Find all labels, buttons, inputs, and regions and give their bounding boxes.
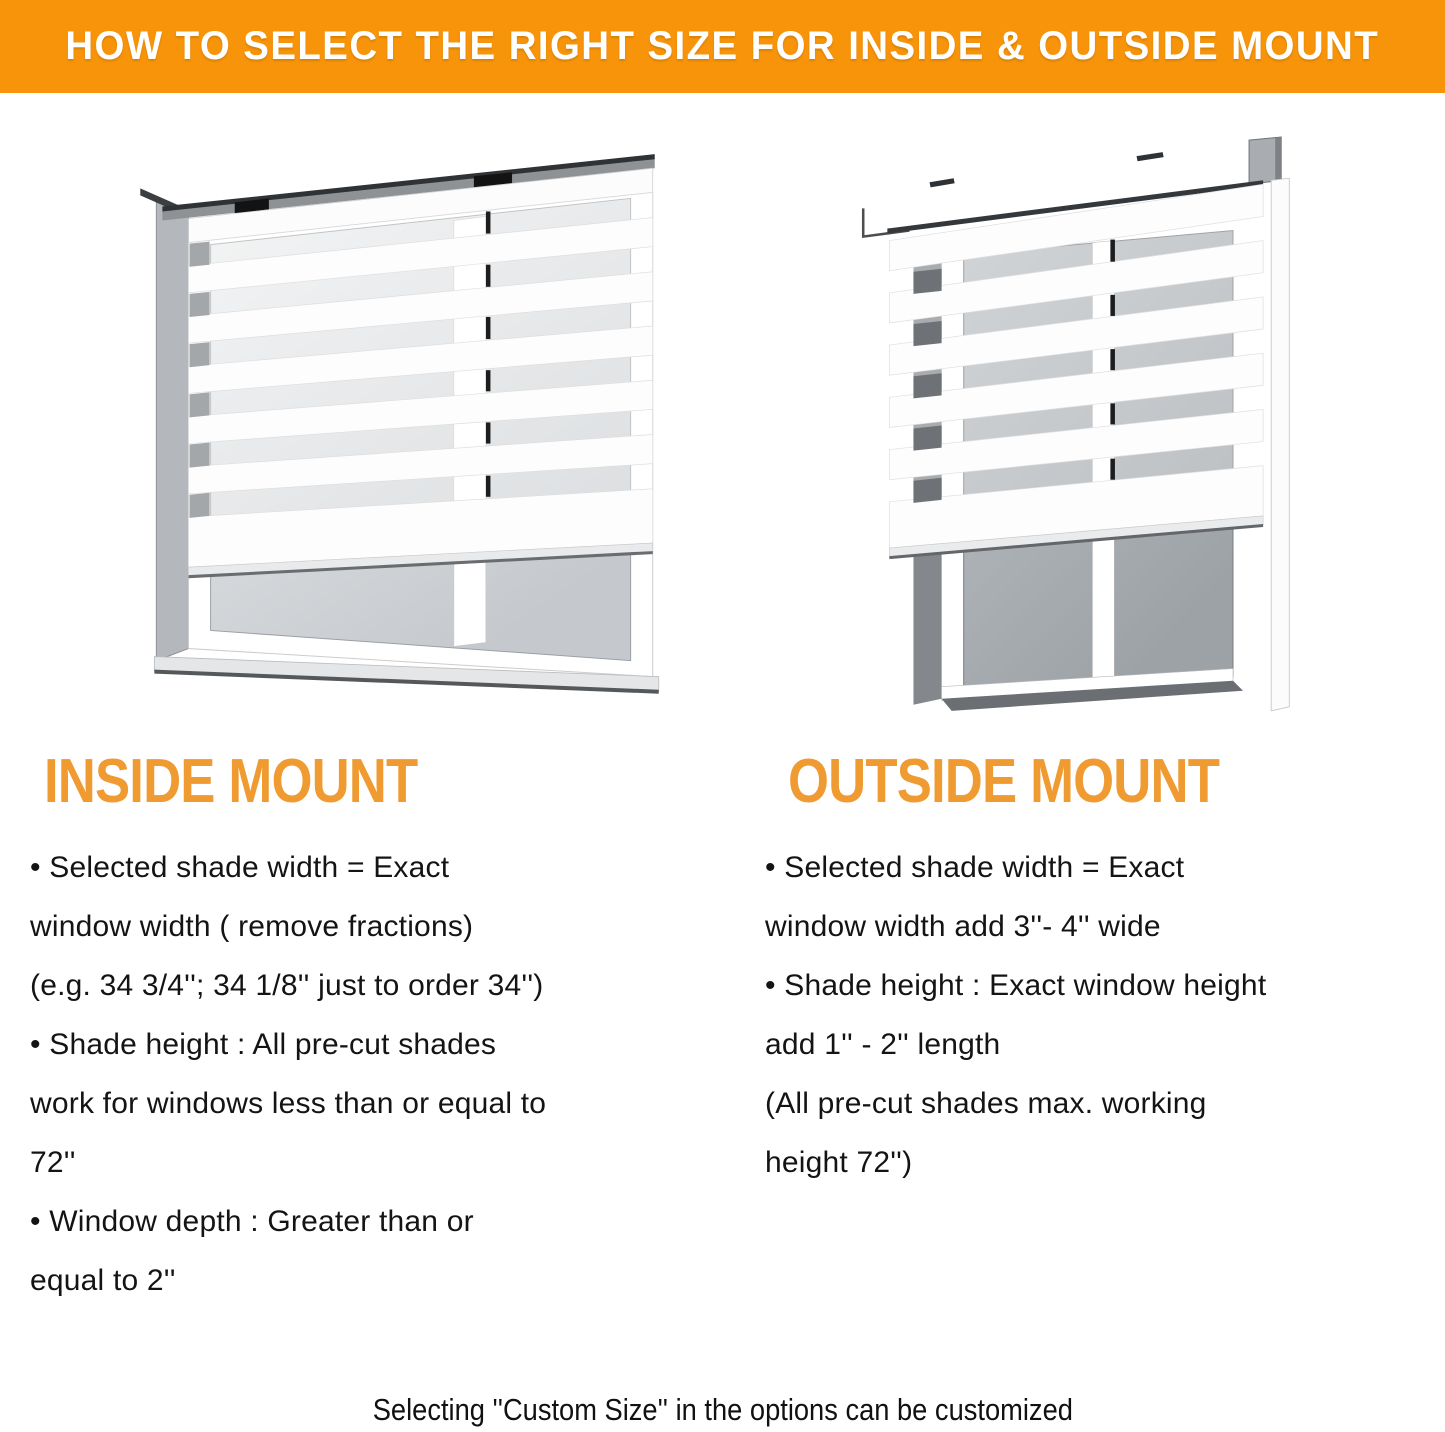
instruction-line: 72'' bbox=[30, 1146, 76, 1179]
instruction-line: height 72'') bbox=[765, 1146, 913, 1179]
footer-note bbox=[0, 1390, 1445, 1432]
instruction-line: equal to 2'' bbox=[30, 1264, 176, 1297]
inside-mount-window-drawing bbox=[115, 118, 680, 746]
outside-mount-heading: OUTSIDE MOUNT bbox=[788, 747, 1220, 816]
instruction-line: • Window depth : Greater than or bbox=[30, 1205, 474, 1238]
instruction-line: (All pre-cut shades max. working bbox=[765, 1087, 1207, 1120]
instruction-line: • Shade height : All pre-cut shades bbox=[30, 1028, 497, 1061]
banner-title: HOW TO SELECT THE RIGHT SIZE FOR INSIDE & OUTSIDE MOUNT bbox=[65, 24, 1380, 68]
custom-size-note: Selecting ''Custom Size'' in the options can be customized bbox=[372, 1392, 1073, 1427]
instruction-line: • Selected shade width = Exact bbox=[765, 851, 1185, 884]
instruction-line: (e.g. 34 3/4''; 34 1/8'' just to order 34'') bbox=[30, 969, 544, 1002]
banner bbox=[0, 0, 1445, 93]
side-channel bbox=[1271, 178, 1289, 711]
instruction-line: add 1'' - 2'' length bbox=[765, 1028, 1001, 1061]
inside-mount-heading: INSIDE MOUNT bbox=[44, 747, 418, 816]
instruction-line: work for windows less than or equal to bbox=[30, 1087, 547, 1120]
zebra-shade bbox=[889, 184, 1263, 559]
outside-mount-illustration bbox=[848, 118, 1413, 746]
inside-mount-illustration bbox=[115, 118, 680, 746]
inside-mount-instructions bbox=[30, 838, 720, 1310]
zebra-shade bbox=[162, 154, 654, 578]
instruction-line: window width ( remove fractions) bbox=[30, 910, 474, 943]
instruction-line: window width add 3''- 4'' wide bbox=[765, 910, 1161, 943]
mounting-bracket-icon bbox=[1249, 137, 1281, 184]
outside-mount-window-drawing bbox=[848, 118, 1413, 746]
instruction-line: • Selected shade width = Exact bbox=[30, 851, 450, 884]
outside-mount-instructions bbox=[765, 838, 1445, 1192]
instruction-line: • Shade height : Exact window height bbox=[765, 969, 1267, 1002]
